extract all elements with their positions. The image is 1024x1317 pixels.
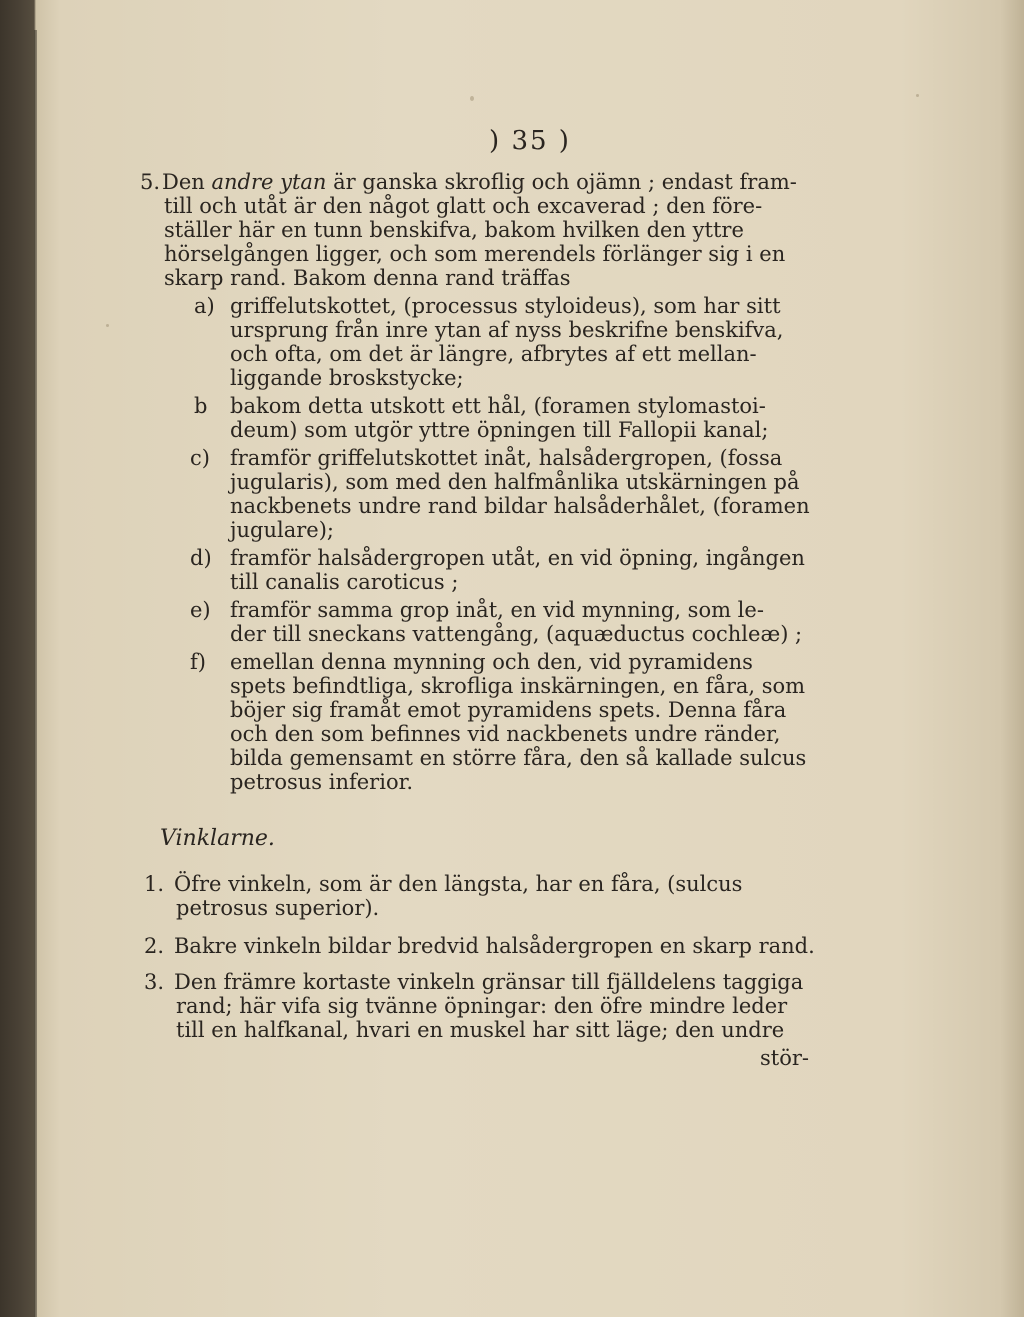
- item-label: b: [194, 394, 208, 418]
- paper-spot: [916, 94, 919, 97]
- text-line: och ofta, om det är längre, afbrytes af ett mellan-: [230, 342, 757, 366]
- list-number: 1.: [144, 872, 165, 896]
- text-line: der till sneckans vattengång, (aquæductus cochleæ) ;: [230, 622, 803, 646]
- catchword: stör-: [760, 1046, 809, 1070]
- paper-spot: [106, 324, 109, 327]
- text-line: liggande broskstycke;: [230, 366, 464, 390]
- list-number: 3.: [144, 970, 165, 994]
- text-line: rand; här vifa sig tvänne öpningar: den öfre mindre leder: [176, 994, 788, 1018]
- text-line: och den som befinnes vid nackbenets undre ränder,: [230, 722, 781, 746]
- text-line: jugulare);: [230, 518, 334, 542]
- text-line: till canalis caroticus ;: [230, 570, 459, 594]
- item-label: e): [190, 598, 211, 622]
- text-line: framför halsådergropen utåt, en vid öpning, ingången: [230, 546, 805, 570]
- text-line: emellan denna mynning och den, vid pyramidens: [230, 650, 753, 674]
- paragraph-number: 5.: [140, 170, 161, 194]
- section-heading: Vinklarne.: [160, 826, 275, 851]
- text-line: Den främre kortaste vinkeln gränsar till fjälldelens taggiga: [174, 970, 804, 994]
- text-line: ställer här en tunn benskifva, bakom hvilken den yttre: [164, 218, 744, 242]
- item-label: d): [190, 546, 212, 570]
- text-line: Bakre vinkeln bildar bredvid halsådergropen en skarp rand.: [174, 934, 815, 958]
- text-line: griffelutskottet, (processus styloideus), som har sitt: [230, 294, 781, 318]
- item-label: a): [194, 294, 215, 318]
- text-line: jugularis), som med den halfmånlika utskärningen på: [230, 470, 800, 494]
- item-label: c): [190, 446, 210, 470]
- text-line: petrosus superior).: [176, 896, 380, 920]
- list-number: 2.: [144, 934, 165, 958]
- text-line: till och utåt är den något glatt och excaverad ; den före-: [164, 194, 763, 218]
- text-line: skarp rand. Bakom denna rand träffas: [164, 266, 571, 290]
- text-line: ursprung från inre ytan af nyss beskrifne benskifva,: [230, 318, 784, 342]
- text-line: petrosus inferior.: [230, 770, 413, 794]
- text-line: spets befindtliga, skrofliga inskärningen, en fåra, som: [230, 674, 806, 698]
- text-line: framför samma grop inåt, en vid mynning, som le-: [230, 598, 764, 622]
- text-line: Den andre ytan är ganska skroflig och ojämn ; endast fram-: [162, 170, 797, 194]
- text-line: framför griffelutskottet inåt, halsådergropen, (fossa: [230, 446, 783, 470]
- text-line: bilda gemensamt en större fåra, den så kallade sulcus: [230, 746, 807, 770]
- text-line: böjer sig framåt emot pyramidens spets. Denna fåra: [230, 698, 787, 722]
- text-line: Öfre vinkeln, som är den längsta, har en fåra, (sulcus: [174, 872, 743, 896]
- paper-spot: [470, 96, 474, 101]
- text-line: bakom detta utskott ett hål, (foramen stylomastoi-: [230, 394, 766, 418]
- paper-spot: [686, 302, 689, 305]
- text-line: nackbenets undre rand bildar halsåderhålet, (foramen: [230, 494, 810, 518]
- text-line: deum) som utgör yttre öpningen till Fallopii kanal;: [230, 418, 769, 442]
- text-line: till en halfkanal, hvari en muskel har sitt läge; den undre: [176, 1018, 785, 1042]
- page-number: ) 35 ): [489, 126, 571, 156]
- text-line: hörselgången ligger, och som merendels förlänger sig i en: [164, 242, 786, 266]
- book-page: [36, 34, 1024, 1317]
- item-label: f): [190, 650, 206, 674]
